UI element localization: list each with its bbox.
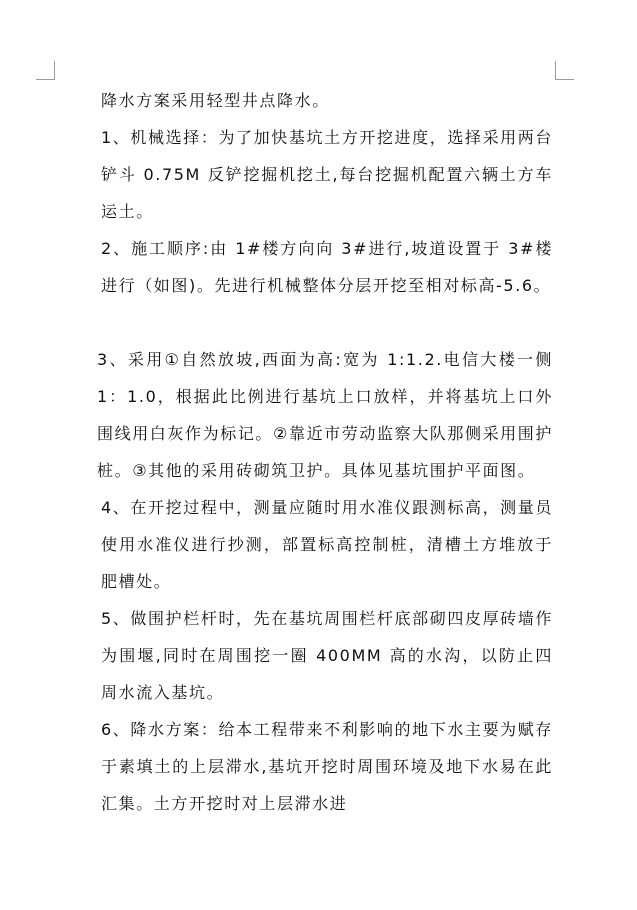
empty-paragraph (101, 304, 553, 341)
paragraph-slope-method: 3、采用①自然放坡,西面为高:宽为 1:1.2.电信大楼一侧 1：1.0，根据此比例进行基坑上口放样，并将基坑上口外围线用白灰作为标记。②靠近市劳动监察大队那侧采用围护桩。③其他的采用砖砌筑卫护。具体见基坑围护平面图。 (97, 350, 553, 480)
paragraph-guardrail: 5、做围护栏杆时，先在基坑周围栏杆底部砌四皮厚砖墙作为围堰,同时在周围挖一圈 400MM 高的水沟，以防止四周水流入基坑。 (101, 609, 553, 702)
paragraph-dewatering-plan: 6、降水方案：给本工程带来不利影响的地下水主要为赋存于素填土的上层滞水,基坑开挖时周围环境及地下水易在此汇集。土方开挖时对上层滞水进 (101, 720, 553, 813)
paragraph-machinery-selection: 1、机械选择：为了加快基坑土方开挖进度，选择采用两台铲斗 0.75M 反铲挖掘机挖土,每台挖掘机配置六辆土方车运土。 (101, 128, 553, 221)
document-body[interactable] (97, 82, 553, 822)
paragraph-dewatering-intro: 降水方案采用轻型井点降水。 (101, 91, 330, 110)
paragraph-excavation-survey: 4、在开挖过程中，测量应随时用水准仪跟测标高，测量员使用水准仪进行抄测，部置标高控制桩，清槽土方堆放于肥槽处。 (101, 498, 553, 591)
margin-corner-mark-top-left (36, 61, 55, 80)
paragraph-construction-sequence: 2、施工顺序:由 1#楼方向向 3#进行,坡道设置于 3#楼进行（如图)。先进行机械整体分层开挖至相对标高-5.6。 (101, 239, 553, 295)
margin-corner-mark-top-right (555, 61, 574, 80)
